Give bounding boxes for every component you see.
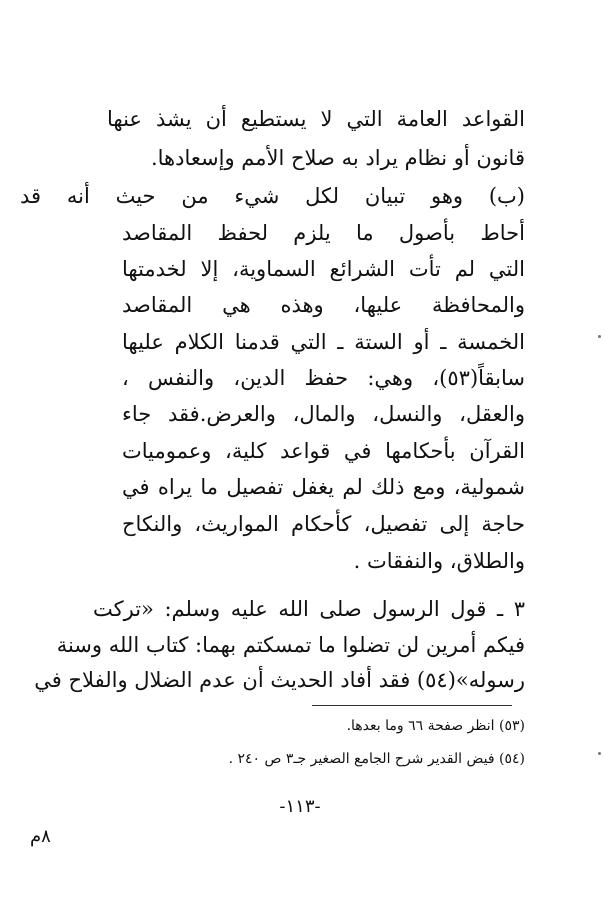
- body-line-12: حاجة إلى تفصيل، كأحكام المواريث، والنكاح: [122, 512, 525, 536]
- body-line-11: شمولية، ومع ذلك لم يغفل تفصيل ما يراه في: [122, 475, 525, 499]
- body-line-4: أحاط بأصول ما يلزم لحفظ المقاصد: [122, 221, 525, 245]
- body-line-2: قانون أو نظام يراد به صلاح الأمم وإسعادها.: [150, 146, 525, 170]
- scan-speck: [598, 752, 601, 755]
- body-line-13: والطلاق، والنفقات .: [353, 549, 525, 573]
- footnote-53: (٥٣) انظر صفحة ٦٦ وما بعدها.: [346, 718, 525, 734]
- body-line-3: (ب) وهو تبيان لكل شيء من حيث أنه قد: [20, 184, 525, 208]
- body-line-6: والمحافظة عليها، وهذه هي المقاصد: [122, 293, 525, 317]
- footnote-separator: [312, 705, 512, 706]
- body-line-5: التي لم تأت الشرائع السماوية، إلا لخدمتها: [122, 257, 525, 281]
- signature-mark: ٨م: [30, 826, 51, 847]
- body-line-10: القرآن بأحكامها في قواعد كلية، وعموميات: [122, 439, 525, 463]
- page-number: -١١٣-: [279, 796, 321, 817]
- footnote-54: (٥٤) فيض القدير شرح الجامع الصغير جـ٣ ص ٢٤٠ .: [228, 751, 525, 767]
- body-line-14: ٣ ـ قول الرسول صلى الله عليه وسلم: «تركت: [93, 597, 525, 621]
- body-line-16: رسوله»(٥٤) فقد أفاد الحديث أن عدم الضلال والفلاح في: [34, 668, 525, 692]
- body-line-1: القواعد العامة التي لا يستطيع أن يشذ عنها: [107, 107, 525, 131]
- body-line-7: الخمسة ـ أو الستة ـ التي قدمنا الكلام عليها: [122, 330, 525, 354]
- body-line-15: فيكم أمرين لن تضلوا ما تمسكتم بهما: كتاب الله وسنة: [56, 633, 525, 657]
- scan-speck: [598, 335, 601, 338]
- body-line-9: والعقل، والنسل، والمال، والعرض.فقد جاء: [122, 402, 525, 426]
- body-line-8: سابقاً(٥٣)، وهي: حفظ الدين، والنفس ،: [122, 366, 525, 390]
